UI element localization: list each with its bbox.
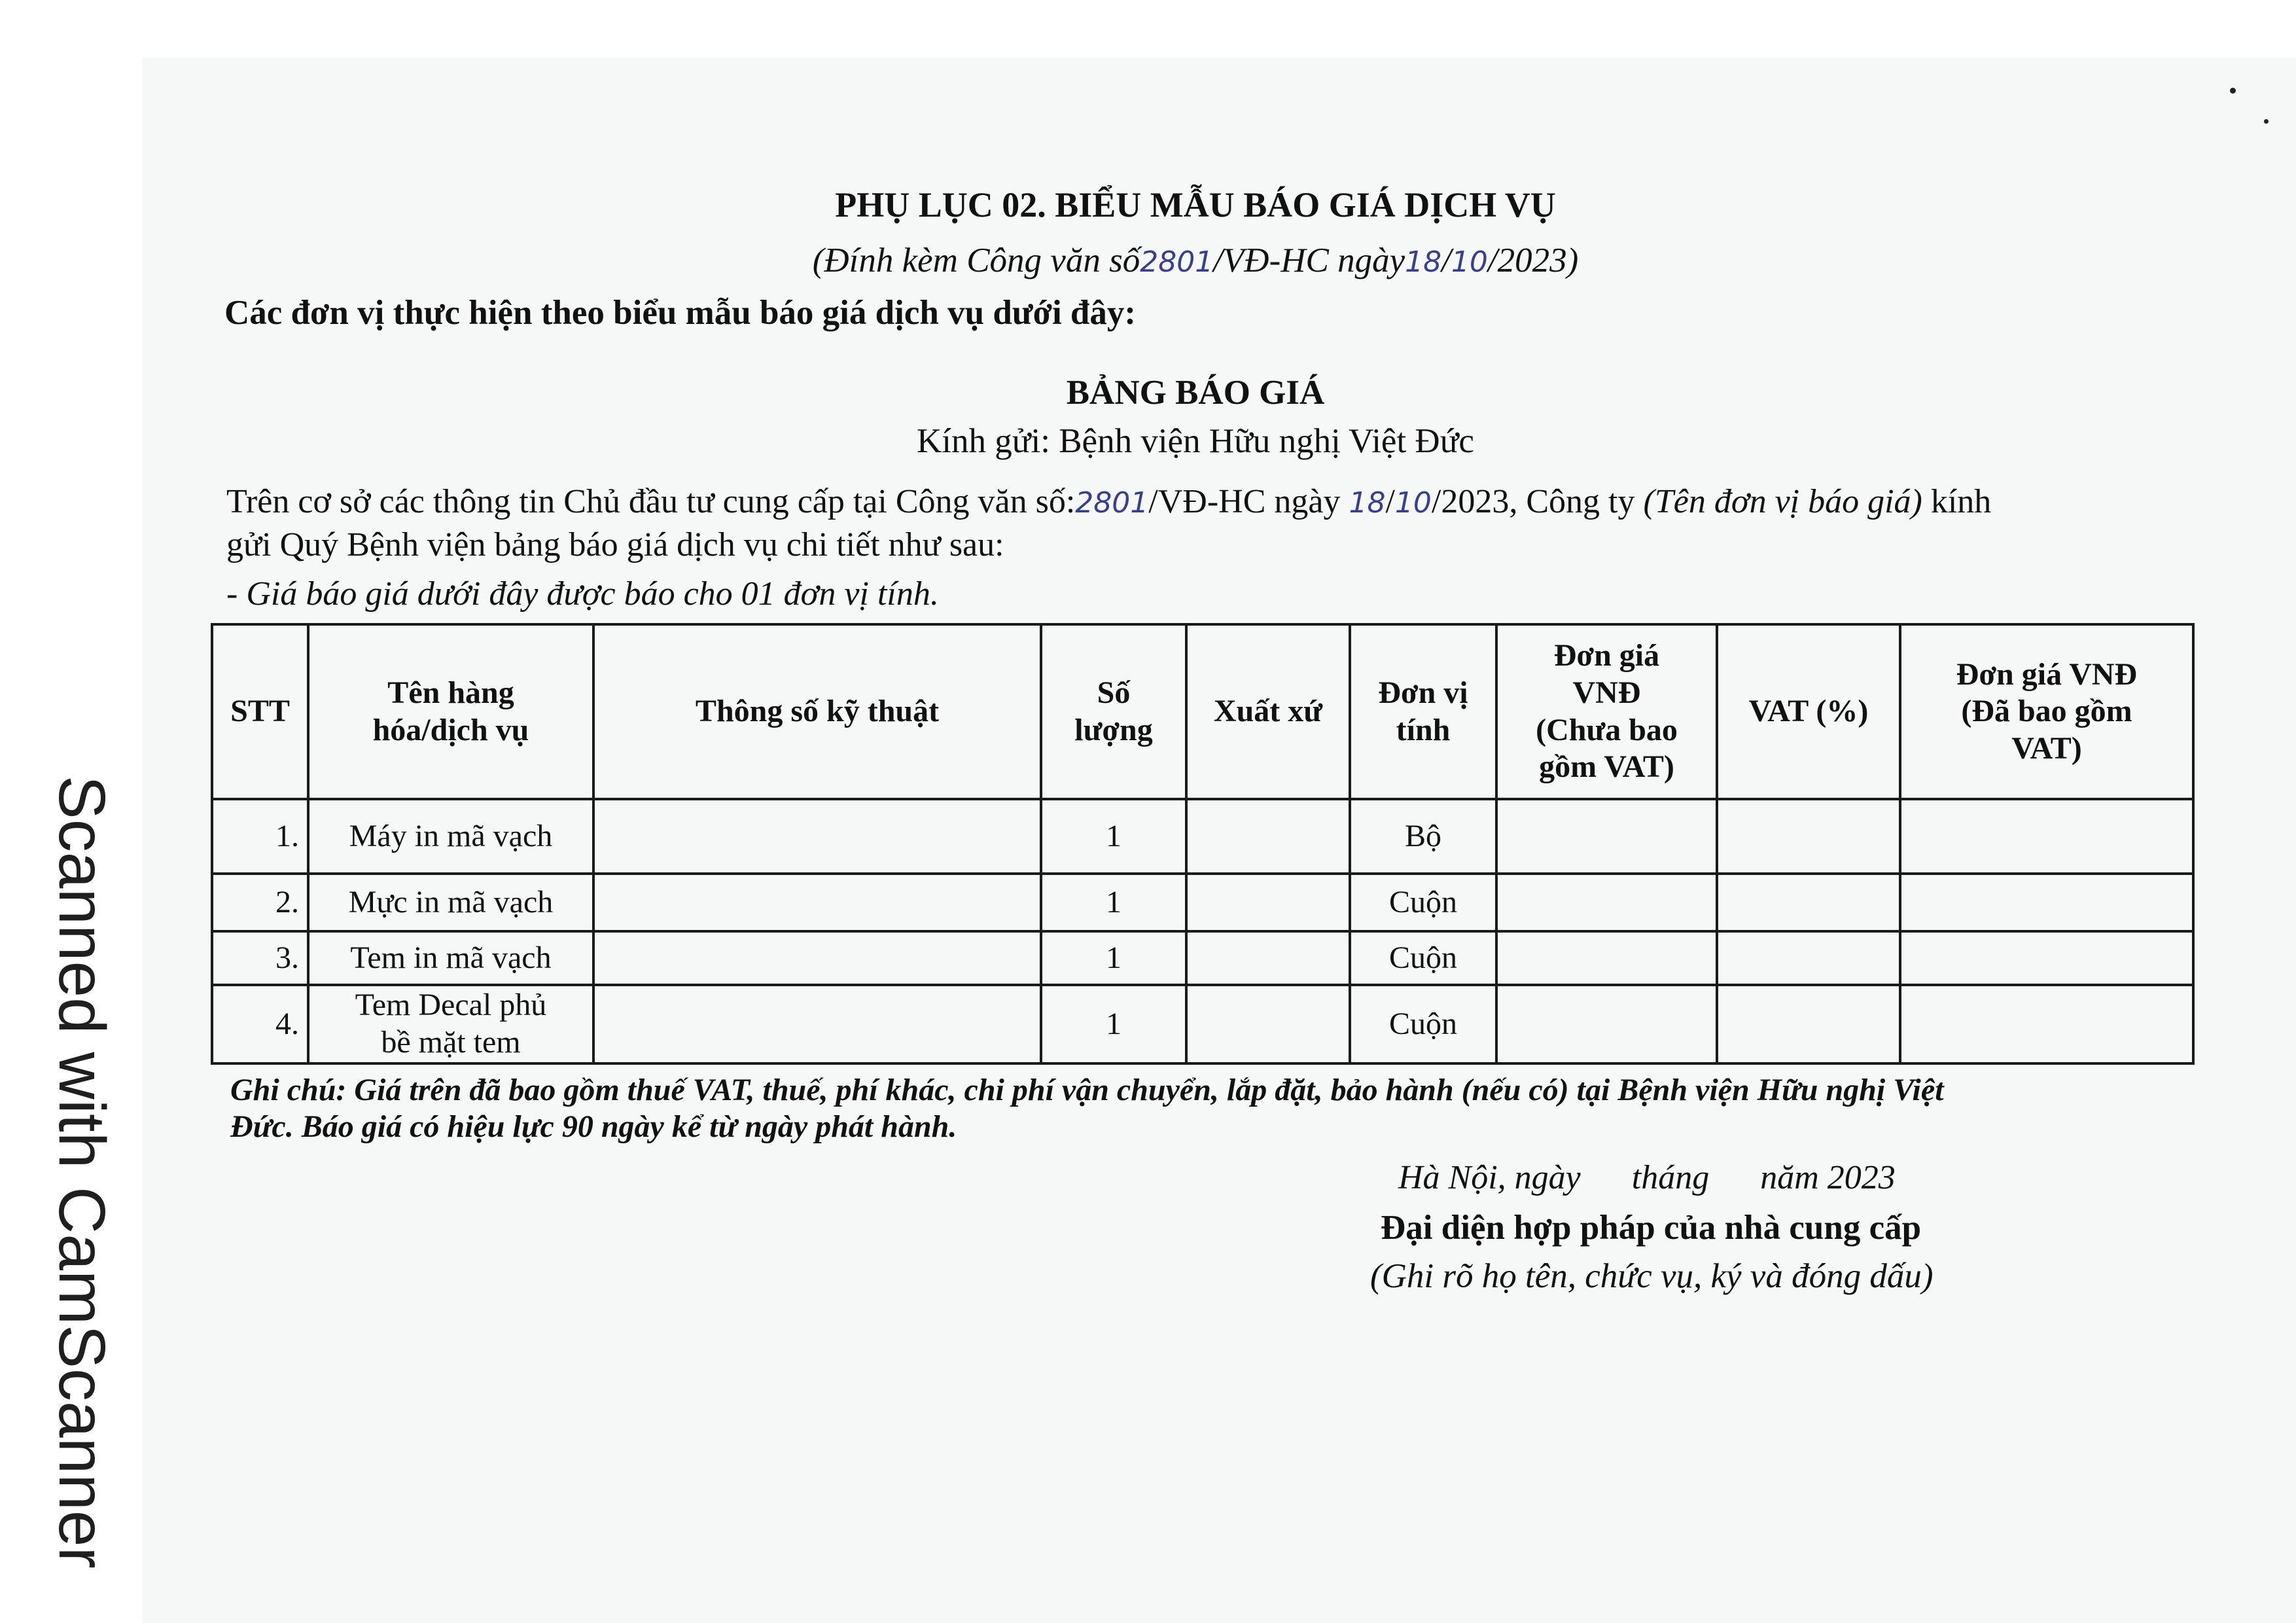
cell-vat [1717, 874, 1900, 931]
cell-name: Máy in mã vạch [308, 799, 593, 874]
header-qty: Số lượng [1041, 624, 1186, 799]
signature-instruction: (Ghi rõ họ tên, chức vụ, ký và đóng dấu) [1370, 1257, 1934, 1295]
handwritten-number: 2801 [1075, 486, 1149, 520]
cell-spec [593, 985, 1041, 1063]
header-origin: Xuất xứ [1186, 624, 1350, 799]
cell-stt: 4. [212, 985, 308, 1063]
cell-stt: 2. [212, 874, 308, 931]
cell-name: Mực in mã vạch [308, 874, 593, 931]
cell-qty: 1 [1041, 931, 1186, 985]
cell-total [1900, 874, 2193, 931]
cell-vat [1717, 799, 1900, 874]
cell-qty: 1 [1041, 874, 1186, 931]
cell-total [1900, 799, 2193, 874]
note-line-2: Đức. Báo giá có hiệu lực 90 ngày kể từ ngày phát hành. [230, 1109, 957, 1144]
table-header-row [212, 624, 2193, 799]
cell-qty: 1 [1041, 985, 1186, 1063]
header-name: Tên hàng hóa/dịch vụ [308, 624, 593, 799]
cell-vat [1717, 985, 1900, 1063]
quote-title: BẢNG BÁO GIÁ [1066, 374, 1325, 412]
header-stt: STT [212, 624, 308, 799]
quote-table [211, 623, 2195, 1065]
signature-representative: Đại diện hợp pháp của nhà cung cấp [1381, 1209, 1922, 1247]
cell-price [1496, 799, 1717, 874]
cell-spec [593, 931, 1041, 985]
handwritten-month: 10 [1394, 486, 1432, 520]
intro-paragraph-line-2: gửi Quý Bệnh viện bảng báo giá dịch vụ chi tiết như sau: [226, 526, 1004, 563]
cell-name: Tem in mã vạch [308, 931, 593, 985]
table-row [212, 874, 2193, 931]
signature-date-line: Hà Nội, ngày tháng năm 2023 [1398, 1159, 1896, 1196]
cell-vat [1717, 931, 1900, 985]
note-line-1: Ghi chú: Giá trên đã bao gồm thuế VAT, thuế, phí khác, chi phí vận chuyển, lắp đặt, bảo hành (nếu có) tại Bệnh viện Hữu nghị Việt [230, 1073, 1944, 1107]
header-price: Đơn giá VNĐ (Chưa bao gồm VAT) [1496, 624, 1717, 799]
cell-price [1496, 985, 1717, 1063]
header-unit: Đơn vị tính [1350, 624, 1496, 799]
cell-spec [593, 799, 1041, 874]
cell-price [1496, 931, 1717, 985]
attachment-reference: (Đính kèm Công văn số2801/VĐ-HC ngày18/10/2023) [812, 241, 1579, 279]
recipient-line: Kính gửi: Bệnh viện Hữu nghị Việt Đức [917, 422, 1474, 460]
table-row [212, 985, 2193, 1063]
table-row [212, 931, 2193, 985]
handwritten-day: 18 [1405, 245, 1442, 279]
cell-origin [1186, 931, 1350, 985]
cell-qty: 1 [1041, 799, 1186, 874]
instruction-line: Các đơn vị thực hiện theo biểu mẫu báo giá dịch vụ dưới đây: [224, 294, 1137, 332]
handwritten-number: 2801 [1140, 245, 1214, 279]
intro-paragraph-line-1: Trên cơ sở các thông tin Chủ đầu tư cung cấp tại Công văn số:2801/VĐ-HC ngày 18/10/2023, Công ty (Tên đơn vị báo giá) kính [226, 483, 1992, 520]
scan-speck [2230, 88, 2236, 94]
cell-unit: Cuộn [1350, 931, 1496, 985]
handwritten-month: 10 [1451, 245, 1488, 279]
document-title: PHỤ LỤC 02. BIỂU MẪU BÁO GIÁ DỊCH VỤ [835, 185, 1556, 224]
unit-note: - Giá báo giá dưới đây được báo cho 01 đơn vị tính. [226, 575, 939, 613]
cell-unit: Cuộn [1350, 985, 1496, 1063]
cell-unit: Cuộn [1350, 874, 1496, 931]
header-total: Đơn giá VNĐ (Đã bao gồm VAT) [1900, 624, 2193, 799]
handwritten-day: 18 [1349, 486, 1386, 520]
header-vat: VAT (%) [1717, 624, 1900, 799]
watermark-text: Scanned with CamScanner [45, 776, 118, 1569]
cell-price [1496, 874, 1717, 931]
cell-unit: Bộ [1350, 799, 1496, 874]
cell-stt: 3. [212, 931, 308, 985]
table-row [212, 799, 2193, 874]
camscanner-watermark [26, 776, 118, 1580]
cell-origin [1186, 874, 1350, 931]
cell-origin [1186, 799, 1350, 874]
cell-origin [1186, 985, 1350, 1063]
cell-total [1900, 931, 2193, 985]
header-spec: Thông số kỹ thuật [593, 624, 1041, 799]
cell-stt: 1. [212, 799, 308, 874]
cell-name: Tem Decal phủ bề mặt tem [308, 985, 593, 1063]
cell-spec [593, 874, 1041, 931]
company-placeholder: (Tên đơn vị báo giá) [1643, 483, 1922, 520]
cell-total [1900, 985, 2193, 1063]
scan-speck [2264, 119, 2269, 124]
